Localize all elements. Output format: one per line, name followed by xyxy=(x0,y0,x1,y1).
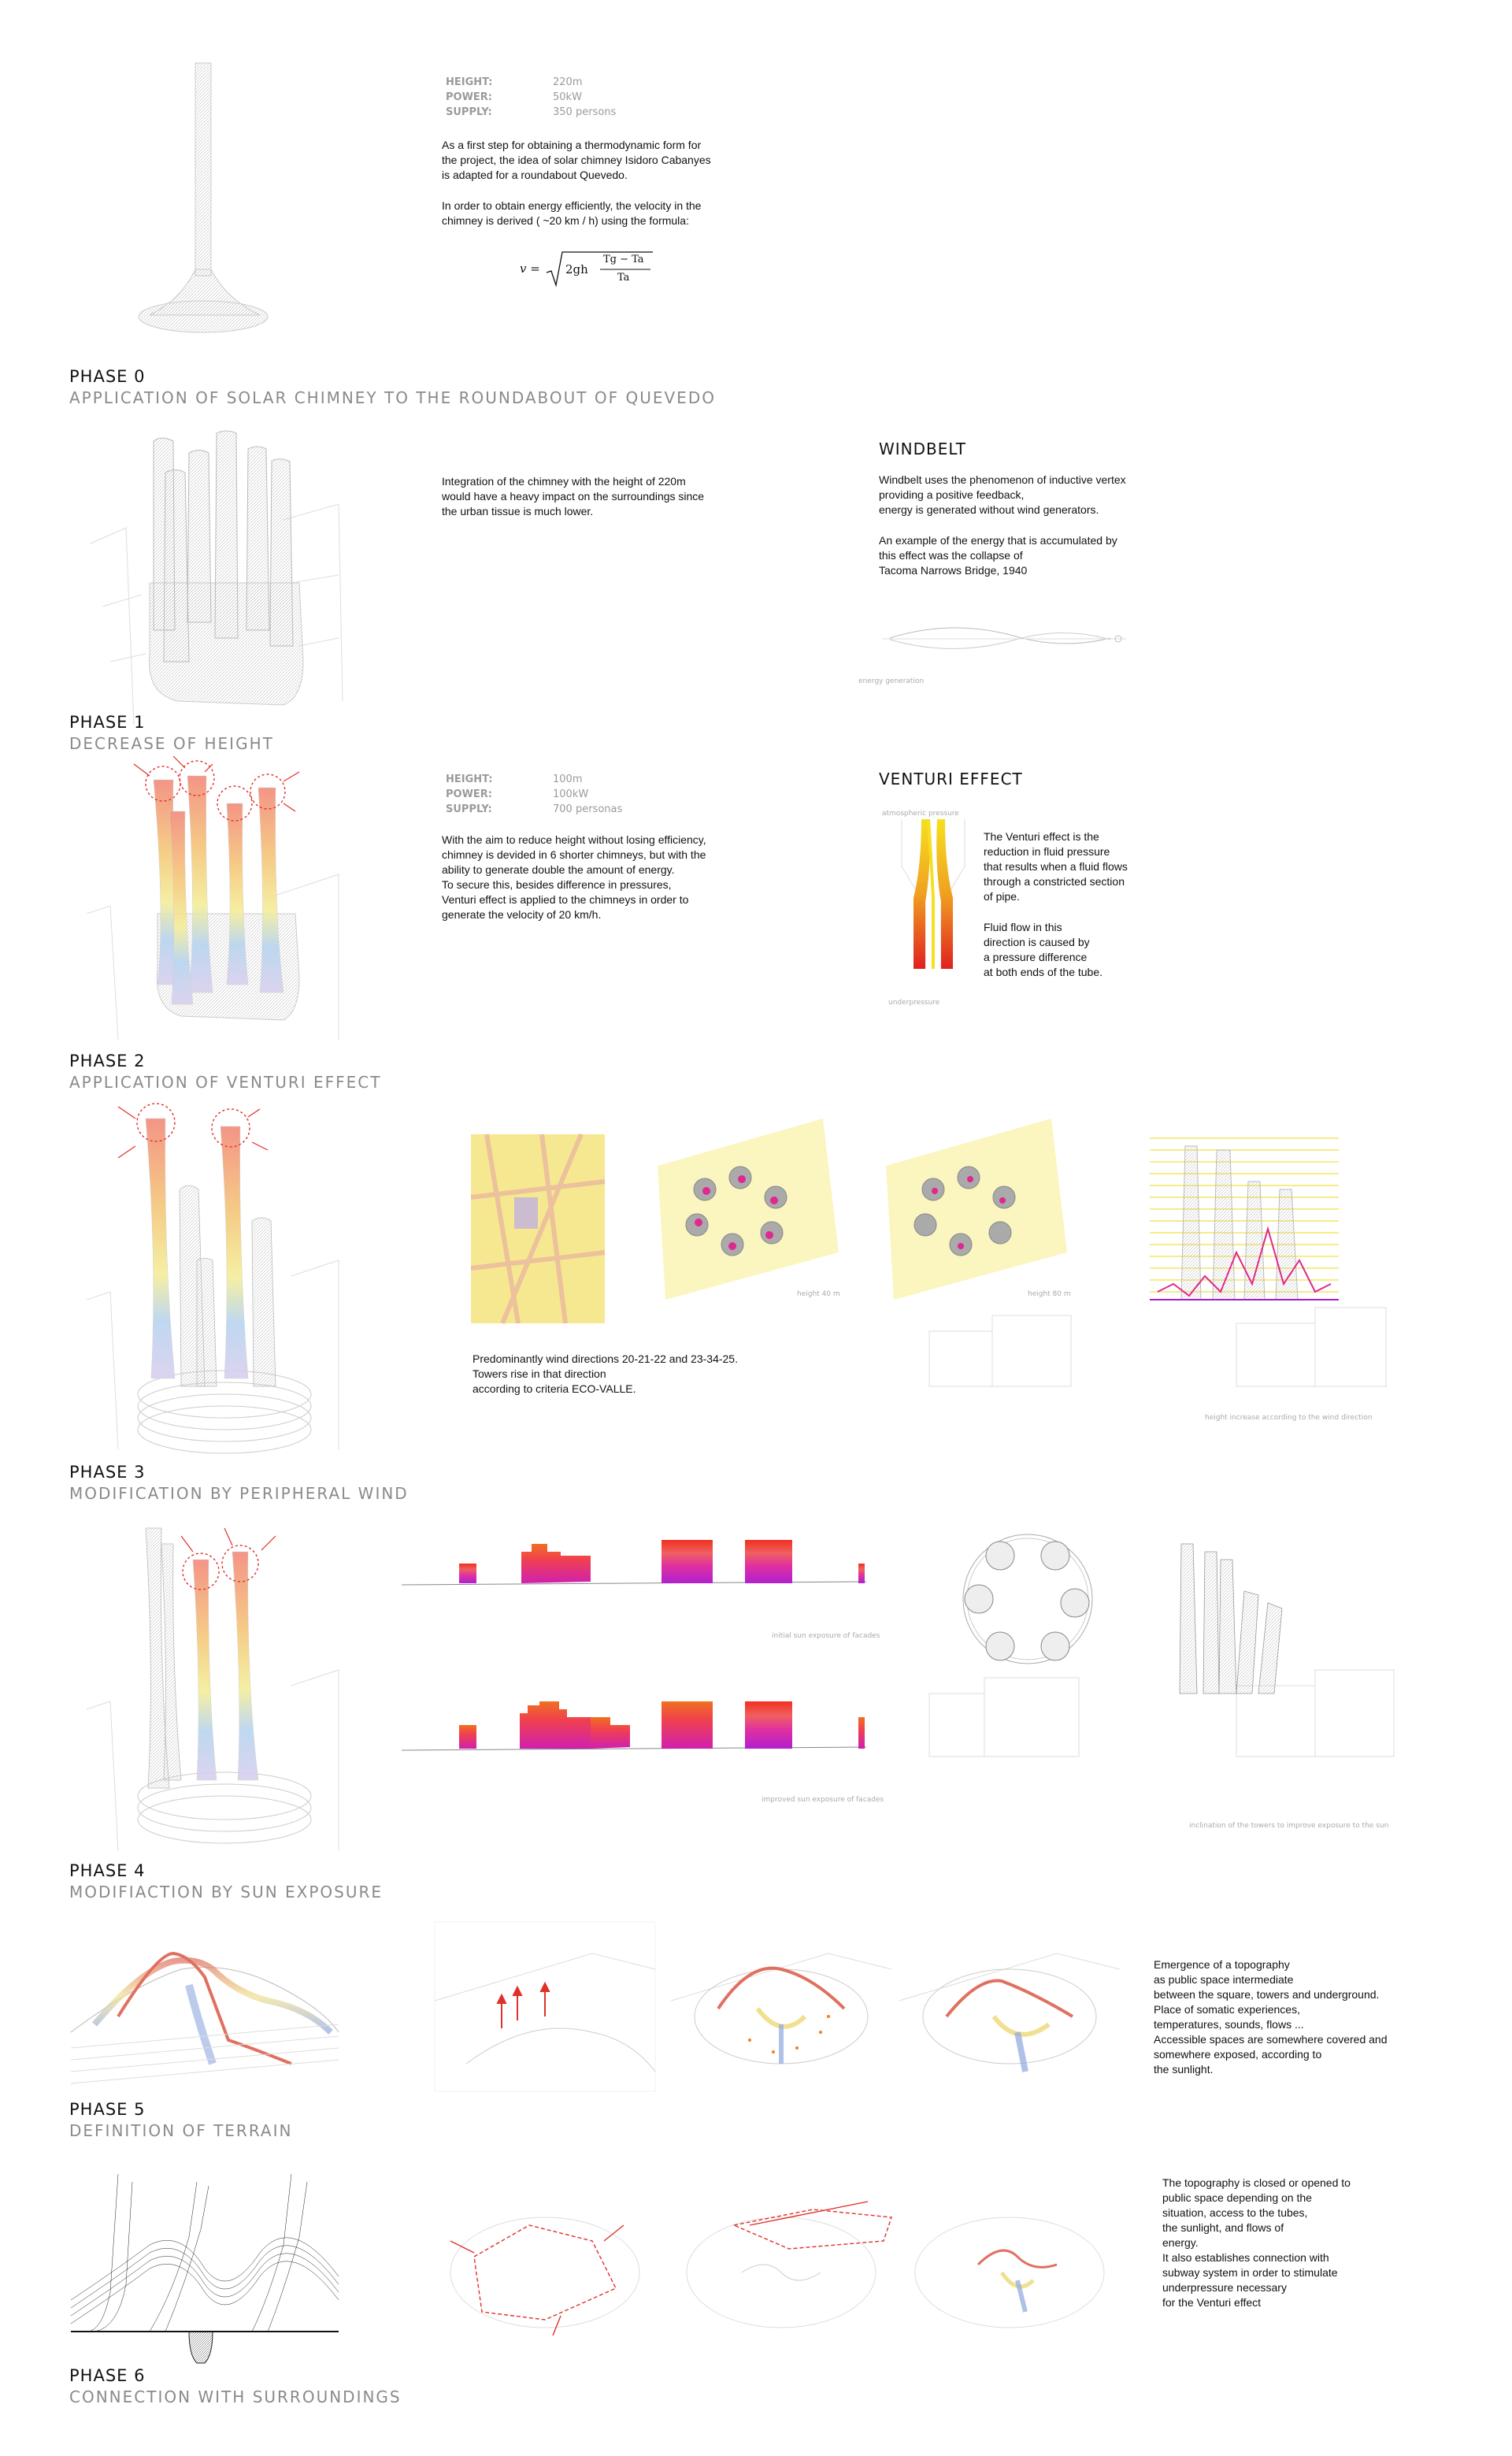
windbelt-heading: WINDBELT xyxy=(879,440,966,458)
phase4-subtitle: MODIFIACTION BY SUN EXPOSURE xyxy=(69,1883,384,1901)
phase6-section xyxy=(0,2158,1512,2456)
phase5-subtitle: DEFINITION OF TERRAIN xyxy=(69,2121,293,2140)
phase2-text: With the aim to reduce height without losing efficiency, chimney is devided in 6 shorter chimneys, but with the ability to generate double the amount of energy. To secure this, besides difference in pressures, Venturi effect is applied to the chimneys in order to generate the velocity of 20 km/h. xyxy=(442,833,706,921)
phase4-section xyxy=(0,1504,1512,1914)
venturi-text1: The Venturi effect is the reduction in fluid pressure that results when a fluid flows through a constricted section of pipe. xyxy=(984,830,1128,903)
phase6-title: PHASE 6 xyxy=(69,2366,146,2385)
windbelt-text2: An example of the energy that is accumulated by this effect was the collapse of Tacoma Narrows Bridge, 1940 xyxy=(879,534,1117,577)
venturi-towers-drawing xyxy=(87,756,346,1048)
terrain-step1 xyxy=(435,1922,655,2091)
phase6-subtitle: CONNECTION WITH SURROUNDINGS xyxy=(69,2387,402,2406)
improved-sun-exposure-elevation xyxy=(402,1686,874,1757)
wind-modified-towers-drawing xyxy=(87,1103,346,1457)
phase0-section xyxy=(0,0,1512,410)
wind-elevation-caption: height increase according to the wind direction xyxy=(1205,1414,1373,1422)
phase2-title: PHASE 2 xyxy=(69,1052,146,1070)
velocity-formula: v = 2gh Tg − Ta Ta xyxy=(520,250,654,290)
phase1-title: PHASE 1 xyxy=(69,713,146,732)
windbelt-caption: energy generation xyxy=(858,677,925,685)
phase0-title: PHASE 0 xyxy=(69,367,146,386)
phase4-title: PHASE 4 xyxy=(69,1861,146,1880)
phase5-section xyxy=(0,1914,1512,2158)
venturi-bottom-label: underpressure xyxy=(888,999,940,1007)
phase5-text: Emergence of a topography as public space intermediate between the square, towers and underground. Place of somatic experiences, temperatures, sounds, flows ... Accessible spaces are somewhere covered and somewhere exposed, according to the sunlight. xyxy=(1154,1958,1388,2076)
phase0-subtitle: APPLICATION OF SOLAR CHIMNEY TO THE ROUNDABOUT OF QUEVEDO xyxy=(69,388,716,407)
inclined-towers-elevation xyxy=(921,1536,1394,1772)
phase1-section xyxy=(0,417,1512,756)
terrain-step2 xyxy=(671,1922,891,2091)
wind-site-map xyxy=(471,1134,605,1323)
venturi-top-label: atmospheric pressure xyxy=(882,810,959,818)
windbelt-text1: Windbelt uses the phenomenon of inductive vertex providing a positive feedback, energy is generated without wind generators. xyxy=(879,473,1126,516)
venturi-text2: Fluid flow in this direction is caused by a pressure difference at both ends of the tube. xyxy=(984,921,1103,978)
phase3-subtitle: MODIFICATION BY PERIPHERAL WIND xyxy=(69,1484,409,1503)
incline-caption: inclination of the towers to improve exposure to the sun xyxy=(1189,1822,1389,1830)
wind-plan-40m xyxy=(634,1119,839,1300)
wind-plan-80m-caption: height 80 m xyxy=(1028,1290,1071,1298)
venturi-heading: VENTURI EFFECT xyxy=(879,770,1023,788)
phase3-section xyxy=(0,1095,1512,1504)
connection-step2 xyxy=(671,2178,891,2351)
phase3-text: Predominantly wind directions 20-21-22 and 23-34-25. Towers rise in that direction according to criteria ECO-VALLE. xyxy=(472,1352,738,1395)
sun-modified-towers-drawing xyxy=(87,1512,346,1859)
phase2-section xyxy=(0,756,1512,1095)
wind-plan-40m-caption: height 40 m xyxy=(797,1290,840,1298)
terrain-step3 xyxy=(899,1922,1120,2091)
initial-sun-caption: initial sun exposure of facades xyxy=(772,1632,880,1640)
phase2-subtitle: APPLICATION OF VENTURI EFFECT xyxy=(69,1073,382,1092)
phase0-text2: In order to obtain energy efficiently, the velocity in the chimney is derived ( ~20 km / h) using the formula: xyxy=(442,199,702,227)
phase2-specs: HEIGHT: 100m POWER: 100kW SUPPLY: 700 personas xyxy=(446,774,623,815)
connection-step3 xyxy=(899,2178,1120,2351)
wind-height-elevation xyxy=(921,1134,1394,1386)
initial-sun-exposure-elevation xyxy=(402,1528,874,1591)
phase0-specs: HEIGHT: 220m POWER: 50kW SUPPLY: 350 persons xyxy=(446,76,617,118)
phase5-title: PHASE 5 xyxy=(69,2100,146,2119)
six-chimneys-gray-drawing xyxy=(87,425,346,725)
phase3-title: PHASE 3 xyxy=(69,1463,146,1482)
phase6-text: The topography is closed or opened to public space depending on the situation, access to the tubes, the sunlight, and flows of energy. It also establishes connection with subway system in order to stimulate underpressure necessary for the Venturi effect xyxy=(1162,2176,1351,2309)
terrain-section-wireframe xyxy=(71,2174,339,2347)
windbelt-energy-diagram xyxy=(858,614,1142,662)
phase1-text: Integration of the chimney with the height of 220m would have a heavy impact on the surroundings since the urban tissue is much lower. xyxy=(442,475,705,518)
solar-chimney-drawing xyxy=(134,63,291,339)
terrain-perspective-main xyxy=(71,1922,339,2095)
phase1-subtitle: DECREASE OF HEIGHT xyxy=(69,734,274,753)
venturi-tube-diagram xyxy=(894,819,973,969)
phase0-text1: As a first step for obtaining a thermodynamic form for the project, the idea of solar chimney Isidoro Cabanyes is adapted for a roundabout Quevedo. xyxy=(442,139,711,181)
connection-step1 xyxy=(435,2178,655,2351)
improved-sun-caption: improved sun exposure of facades xyxy=(762,1796,884,1804)
